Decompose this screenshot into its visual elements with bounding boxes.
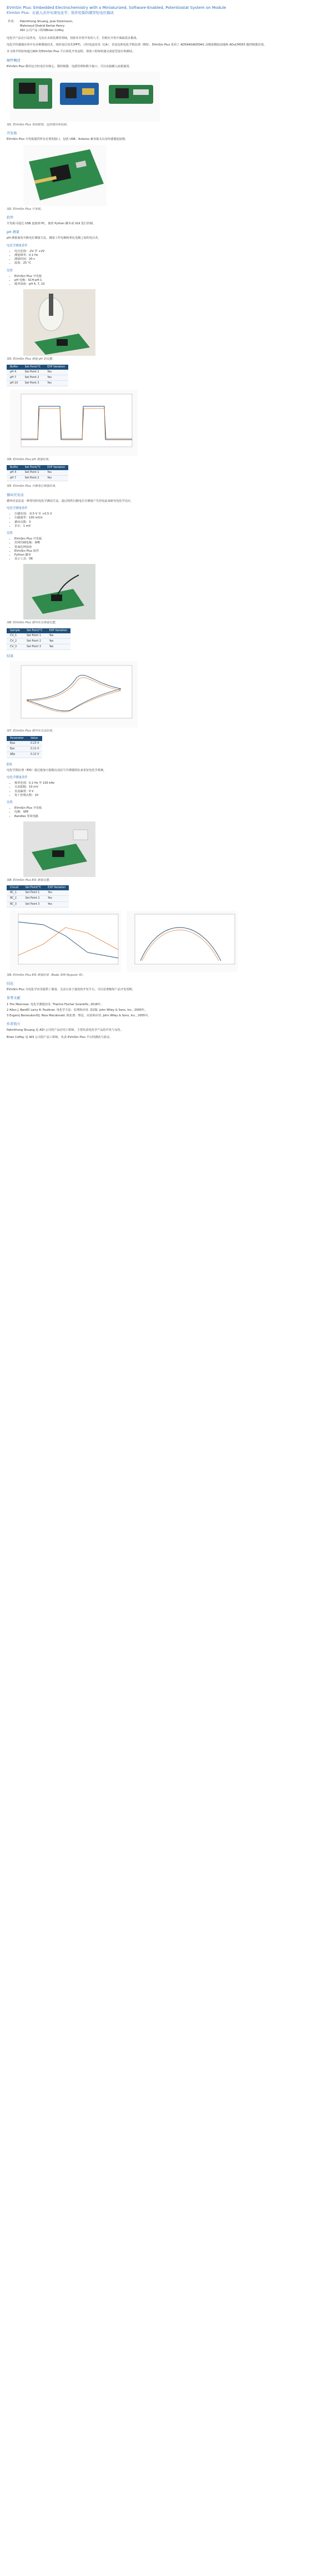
spec-list [7,250,326,266]
article-title-cn: EVmSin Plus：在嵌入式中实现电化学，软件控制的微型恒电位模块 [7,11,114,15]
setup-item: • 显示工具：OK [14,557,326,561]
table-row: pH 7 Set Point 2 Yes [7,375,68,381]
table-row: RC_2 Set Point 2 Yes [7,896,69,901]
data-table [7,885,69,908]
article [7,0,326,1040]
data-table [7,465,68,482]
setup-item: • EVmSin Plus 开发板 [14,537,326,541]
spec-item: • 直流偏置：0 V [14,790,326,794]
author-row [8,20,326,24]
setup-item: • 电极：SPE [14,810,326,814]
spec-item: • 频率范围：0.1 Hz 至 100 kHz [14,782,326,785]
table-row: pH 10 Set Point 3 Yes [7,381,68,386]
section-heading: 循环伏安法 [7,493,24,497]
figure-caption: 图8. EVmSin Plus EIS 测量设置。 [7,878,52,882]
section-heading: 结果 [7,654,14,659]
section-text: 电化学阻抗谱（EIS）通过施加小振幅交流信号并测量阻抗来表征电化学系统。 [7,768,107,772]
nyquist-chart-box [127,911,238,972]
dev-board-illustration [23,145,107,206]
intro-paragraph: 电化学产品在日益普及。尤其在水质监测等领域，但除非非常开发的人才，否则在开发中面临很多挑战。 [7,37,139,40]
author-bio: Pakmthong Shuang 是 ADI 公司的产品应用工程师，主要负责电化学产品的开发与支持。 [7,1029,123,1032]
section-text: EVmSin Plus 模块包含恒电位仪核心、微控制器、电源管理和数字接口，可以直接插入底板使用。 [7,64,132,68]
spec-item: • 循环次数：3 [14,521,326,525]
cv-chart [10,661,138,728]
bode-chart [10,911,121,972]
table-header: EXP Variation [44,465,68,470]
section-heading: 结论 [7,982,14,986]
author-name: Pakmthong Shuang, Jose Stoinmann, [20,20,73,23]
section-text: 循环伏安法是一种常用的电化学测试方法，通过线性扫描电位并测量产生的电流来研究电化学反应。 [7,499,134,503]
spec-item: • 每十倍频点数：10 [14,794,326,798]
reference-item: 3 Evgenij Barsoukov和J. Ross Macdonald. 阻抗谱：理论、实验和应用. John Wiley & Sons, Inc., 2005年。 [7,1014,151,1018]
figure-hardware [10,72,160,122]
table-row: CV_2 Set Point 2 Yes [7,638,70,644]
table-row: RC_1 Set Point 1 Yes [7,890,69,896]
setup-item: • EVmSin Plus 开发板 [14,806,326,810]
setup-list [7,275,326,287]
table-header: Set Point/°C [22,885,44,890]
table-row: Epa 0.23 V [7,741,42,747]
spec-item: • 交流振幅：10 mV [14,785,326,789]
spec-item: • 测量频率：0.1 Hz [14,254,326,258]
cv-setup-illustration [23,564,95,619]
section-heading: 作者简介 [7,1022,21,1027]
figure-caption: 图1. EVmSin Plus 系统框图，包括模块和底板。 [7,123,69,127]
data-table [7,365,68,387]
references-list [7,1003,326,1019]
subsection-heading: 设置 [7,801,13,804]
setup-item: • 丝网印刷电极：SPE [14,541,326,545]
figure-ph-chart [10,390,138,456]
table-row: CV_1 Set Point 1 Yes [7,633,70,639]
figure-caption: 图2. EVmSin Plus 开发板。 [7,207,44,211]
figure-ph-setup [23,289,95,356]
author-bio: Brian Coffey 是 ADI 公司的产品工程师，负责 EVmSin Plus 平台的测试与验证。 [7,1035,113,1039]
author-row [8,24,326,29]
figure-caption: 图7. EVmSin Plus 循环伏安法结果。 [7,729,56,733]
subsection-heading: 设置 [7,531,13,535]
intro-paragraph: 本文将介绍如何通过ADI 的EVmSin Plus 平台简化开发流程，帮助工程师快速完成原型设计和测试。 [7,50,135,54]
setup-list [7,806,326,819]
table-row: pH 4 Set Point 1 Yes [7,470,68,476]
table-header: EXP Variation [44,885,69,890]
author-name: Mahmoud Shahid Kerloe Henry [20,24,65,28]
table-header: Parameter [7,736,27,741]
table-header: Sample [7,628,23,633]
table-header: Circuit [7,885,22,890]
table-row: ΔEp 0.12 V [7,752,42,758]
table-header: Value [27,736,43,741]
reference-item: 2 Allen J. Bard和 Larry R. Faulkner. 电化学方法：原理和应用. 第2版. John Wiley & Sons, Inc., 2000年。 [7,1008,148,1012]
authors-label: 作者： [8,20,17,23]
subsection-heading: 设置 [7,269,13,273]
data-table [7,736,42,758]
figure-dev-board [23,145,107,206]
setup-item: • EVmSin Plus 软件 [14,550,326,553]
figure-cv-chart [10,661,138,728]
figure-eis-setup [23,821,95,877]
author-name: ADI 公司产品工程师Brian Coffey [20,29,64,32]
section-text: EVmSin Plus 为电化学应用提供了紧凑、灵活且易于使用的开发平台，可以显著缩短产品开发周期。 [7,988,135,992]
author-row [8,29,326,33]
setup-item: • 缓冲溶液：pH 4, 7, 10 [14,283,326,286]
table-row: CV_3 Set Point 3 Yes [7,644,70,650]
section-text: EVmSin Plus 开发板提供所有必要的接口，包括 USB、Arduino 兼容接头以及传感器连接器。 [7,138,128,142]
spec-item: • 扫描范围：-0.5 V 至 +0.5 V [14,512,326,516]
eis-setup-illustration [23,821,95,877]
table-header: Buffer [7,365,22,370]
spec-item: • 步长：1 mV [14,525,326,528]
table-row: RC_3 Set Point 3 Yes [7,901,69,907]
figure-caption: 图6. EVmSin Plus 循环伏安测量设置。 [7,621,58,625]
figure-cv-setup [23,564,95,619]
setup-item: • EVmSin Plus 开发板 [14,275,326,279]
figure-caption: 图5. EVmSin Plus 开路电位测量结果。 [7,485,58,488]
setup-item: • 铁氰化钾溶液 [14,546,326,550]
nyquist-chart [127,911,238,972]
setup-list [7,537,326,561]
setup-item: • Python 脚本 [14,553,326,557]
subsection-heading: 电化学测量条件 [7,244,28,248]
table-header: EXP Variation [44,365,68,370]
article-title-en: EVmSin Plus: Embedded Electrochemistry with a Miniaturized, Software-Enabled, Potentiostat System on Module [7,6,226,10]
setup-item: • Randles 等效电路 [14,815,326,819]
hardware-photo-illustration [10,72,160,122]
ph-step-chart [10,390,138,456]
spec-item: • 电压范围：-2V 至 +2V [14,250,326,254]
section-heading: 软件 [7,215,14,220]
table-header: Buffer [7,465,22,470]
section-heading: 硬件概述 [7,58,21,63]
spec-list [7,782,326,798]
section-heading: EIS [7,762,12,767]
subsection-heading: 电化学测量条件 [7,506,28,510]
table-header: Set Point/°C [22,465,44,470]
section-heading: pH 测量 [7,230,19,235]
table-header: Set Point/°C [22,365,44,370]
section-text: 开发板可通过 USB 连接到 PC，使用 Python 脚本或 GUI 进行控制。 [7,222,96,226]
reference-item: 1 Tim Meinrose. 电化学测量技术. Thermo Fischer Scientific, 2018年。 [7,1002,104,1006]
table-row: pH 4 Set Point 1 Yes [7,370,68,375]
spec-item: • 测量时间：20 s [14,258,326,261]
ph-setup-illustration [23,289,95,356]
section-text: pH 测量使用开路电位测量方法，测量工作电极和参比电极之间的电压差。 [7,236,101,240]
figure-eis-charts [10,911,326,972]
spec-list [7,512,326,528]
table-header: Set Point/°C [23,628,46,633]
figure-caption: 图3. EVmSin Plus 测量 pH 的设置。 [7,357,56,361]
bode-chart-box [10,911,121,972]
section-heading: 开发板 [7,132,17,136]
data-table [7,628,70,651]
spec-item: • 扫描速率：100 mV/s [14,516,326,520]
section-heading: 参考文献 [7,996,21,1001]
figure-caption: 图9. EVmSin Plus EIS 测量结果（Bode 图和 Nyquist 图）。 [7,973,86,977]
authors-block [8,20,326,33]
intro-paragraph: 电化学传感器应用中有多种测量技术，如恒电位技术(PPT)、计时电流技术（CA）、伏安法和电化学阻抗谱（EIS）。EVmSin Plus 采用了 AD5940/AD5941 高精度模拟前端和 ADuCM355 微控制器实现。 [7,43,266,47]
table-row: pH 7 Set Point 2 Yes [7,476,68,481]
table-header: EXP Variation [46,628,70,633]
setup-item: • pH 电极：SCH-pH-1 [14,279,326,283]
table-row: Epc 0.11 V [7,747,42,752]
spec-item: • 温度：25 °C [14,261,326,265]
figure-caption: 图4. EVmSin Plus pH 测量结果。 [7,458,52,462]
subsection-heading: 电化学测量条件 [7,775,28,779]
